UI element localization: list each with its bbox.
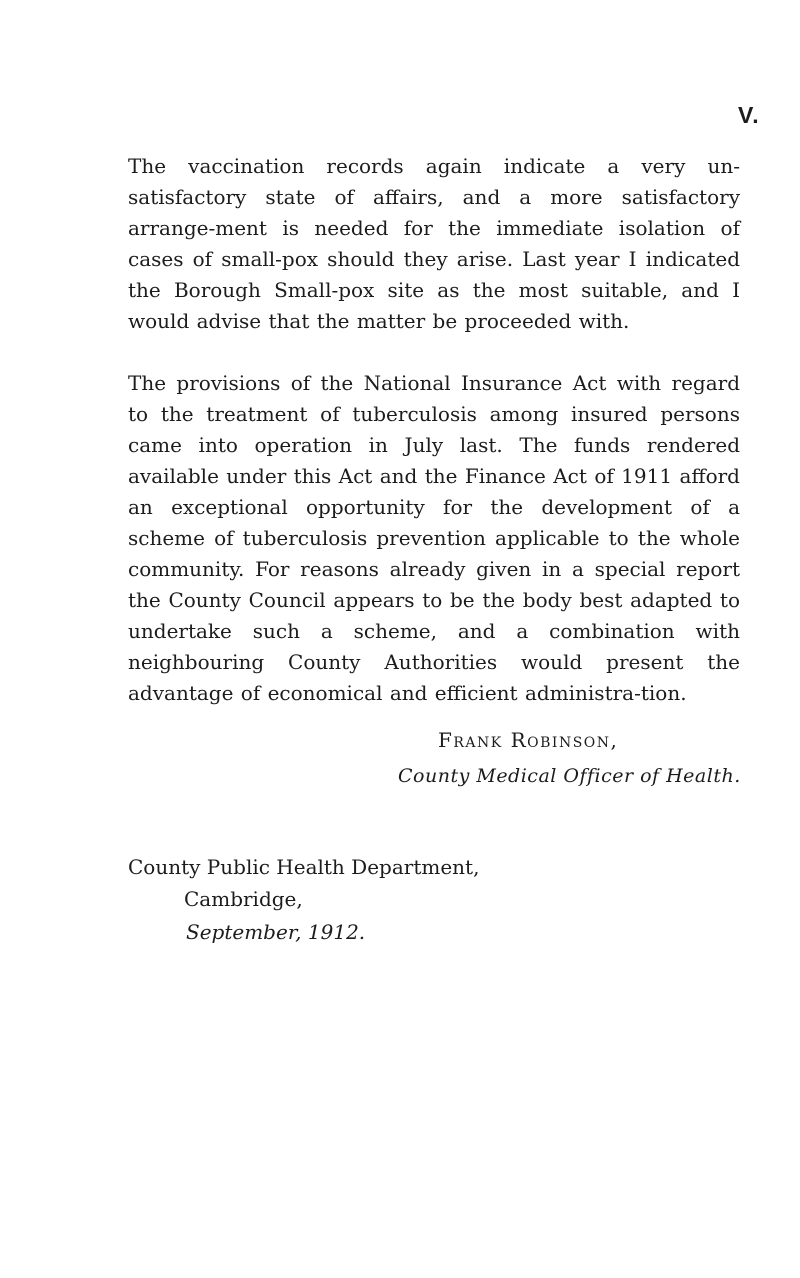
address-town: Cambridge, [184, 887, 303, 911]
paragraph-national-insurance: The provisions of the National Insurance Act with regard to the treatment of tuberculosis among insured persons came into operation in July last. The funds rendered available under this Act and the Finance Act of 1911 afford an exceptional opportunity for the development of a scheme of tuberculosis prevention applicable to the whole community. For reasons already given in a special report the County Council appears to be the body best adapted to undertake such a scheme, and a combination with neighbouring County Authorities would present the advantage of economical and efficient administra-tion. [128, 371, 740, 705]
signature-name: Frank Robinson, [438, 728, 619, 752]
signature-title: County Medical Officer of Health. [398, 765, 741, 787]
paragraph-vaccination: The vaccination records again indicate a very un-satisfactory state of affairs, and a more satisfactory arrange-ment is needed for the immediate isolation of cases of small-pox should they arise. Last year I indicated the Borough Small-pox site as the most suitable, and I would advise that the matter be proceeded with. [128, 154, 740, 333]
address-date: September, 1912. [186, 920, 366, 944]
page-number: V. [738, 102, 760, 128]
address-department: County Public Health Department, [128, 855, 480, 879]
